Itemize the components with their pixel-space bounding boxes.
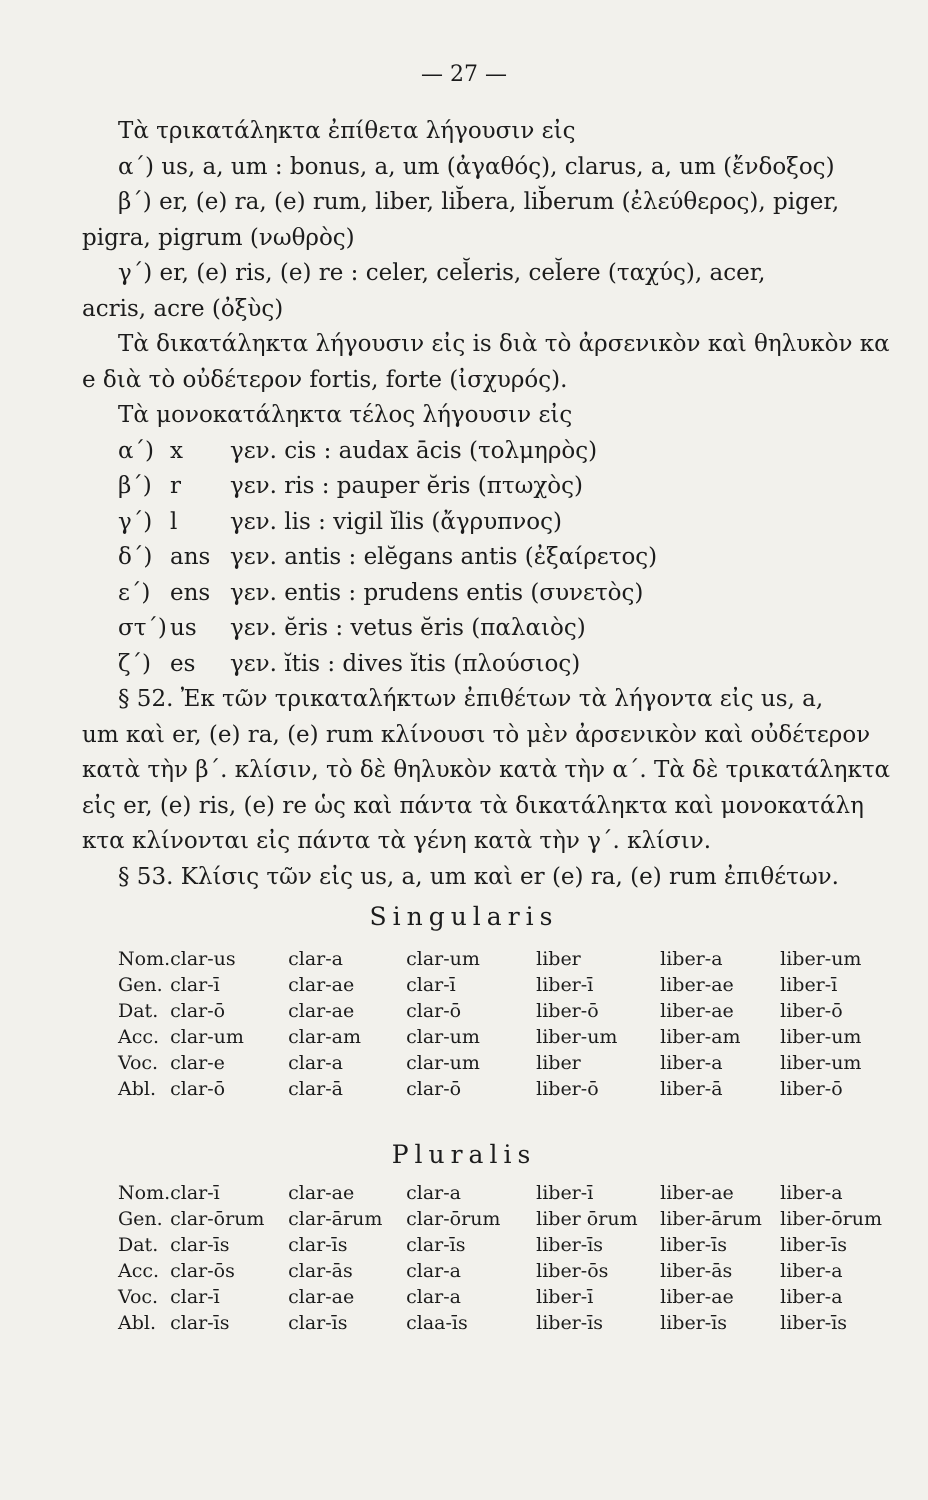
table-row bbox=[118, 1180, 882, 1206]
table-cell: clar-īs bbox=[170, 1234, 230, 1256]
table-cell: liber-ae bbox=[660, 974, 734, 996]
table-cell: liber-ae bbox=[660, 1000, 734, 1022]
singularis-heading: Singularis bbox=[369, 902, 559, 931]
table-row bbox=[118, 1258, 882, 1284]
table-cell: liber-um bbox=[536, 1026, 618, 1048]
table-cell: liber-īs bbox=[780, 1312, 848, 1334]
table-cell: liber-ōs bbox=[536, 1260, 609, 1282]
case-label: Acc. bbox=[118, 1026, 160, 1048]
mono-suffix: x bbox=[170, 438, 183, 464]
paragraph-52-line: κτα κλίνονται εἰς πάντα τὰ γένη κατὰ τὴν γ΄. κλίσιν. bbox=[82, 828, 712, 854]
mono-mark: α΄) bbox=[118, 438, 155, 464]
table-cell: clar-īs bbox=[288, 1234, 348, 1256]
rule-line: acris, acre (ὀξὺς) bbox=[82, 296, 284, 322]
table-row bbox=[118, 946, 880, 972]
table-cell: clar-ōs bbox=[170, 1260, 235, 1282]
table-cell: liber-ī bbox=[536, 1182, 594, 1204]
mono-suffix: es bbox=[170, 651, 196, 677]
mono-text: γεν. ris : pauper ĕris (πτωχὸς) bbox=[230, 473, 583, 499]
table-row bbox=[118, 1206, 882, 1232]
table-cell: clar-ōrum bbox=[170, 1208, 265, 1230]
table-cell: liber-ā bbox=[660, 1078, 723, 1100]
table-cell: clar-a bbox=[406, 1260, 462, 1282]
paragraph-52-line: um καὶ er, (e) ra, (e) rum κλίνουσι τὸ μὲν ἀρσενικὸν καὶ οὐδέτερον bbox=[82, 722, 871, 748]
case-label: Abl. bbox=[118, 1078, 156, 1100]
mono-text: γεν. entis : prudens entis (συνετὸς) bbox=[230, 580, 644, 606]
mono-text: γεν. ĕris : vetus ĕris (παλαιὸς) bbox=[230, 615, 586, 641]
mono-mark: δ΄) bbox=[118, 544, 153, 570]
table-cell: clar-īs bbox=[288, 1312, 348, 1334]
case-label: Nom. bbox=[118, 1182, 171, 1204]
table-cell: clar-um bbox=[406, 1052, 480, 1074]
table-row bbox=[118, 972, 880, 998]
table-cell: liber-ae bbox=[660, 1182, 734, 1204]
table-cell: clar-ō bbox=[406, 1000, 462, 1022]
table-cell: clar-ī bbox=[170, 974, 220, 996]
table-cell: clar-ae bbox=[288, 1182, 355, 1204]
table-row bbox=[118, 1076, 880, 1102]
mono-text: γεν. lis : vigil ĭlis (ἄγρυπνος) bbox=[230, 509, 562, 535]
paragraph-52-line: εἰς er, (e) ris, (e) re ὡς καὶ πάντα τὰ δικατάληκτα καὶ μονοκατάλη bbox=[82, 793, 864, 819]
case-label: Dat. bbox=[118, 1000, 159, 1022]
table-cell: clar-ōrum bbox=[406, 1208, 501, 1230]
table-cell: clar-ae bbox=[288, 974, 355, 996]
table-cell: liber bbox=[536, 1052, 581, 1074]
mono-item bbox=[118, 614, 586, 642]
mono-suffix: l bbox=[170, 509, 178, 535]
table-cell: liber-ō bbox=[536, 1000, 599, 1022]
table-cell: clar-a bbox=[406, 1286, 462, 1308]
pluralis-heading: Pluralis bbox=[391, 1140, 537, 1169]
mono-suffix: ans bbox=[170, 544, 211, 570]
table-cell: clar-ō bbox=[406, 1078, 462, 1100]
table-cell: clar-ā bbox=[288, 1078, 344, 1100]
two-ending-line: Τὰ δικατάληκτα λήγουσιν εἰς is διὰ τὸ ἀρσενικὸν καὶ θηλυκὸν κα bbox=[118, 331, 890, 357]
rule-line: α΄) us, a, um : bonus, a, um (ἀγαθός), clarus, a, um (ἔνδοξος) bbox=[118, 154, 835, 180]
table-cell: clar-a bbox=[288, 948, 344, 970]
table-cell: clar-am bbox=[288, 1026, 362, 1048]
mono-suffix: r bbox=[170, 473, 181, 499]
case-label: Gen. bbox=[118, 974, 163, 996]
table-cell: clar-um bbox=[406, 948, 480, 970]
table-cell: liber-ō bbox=[780, 1000, 843, 1022]
mono-text: γεν. antis : elĕgans antis (ἐξαίρετος) bbox=[230, 544, 658, 570]
table-cell: liber-ae bbox=[660, 1286, 734, 1308]
case-label: Voc. bbox=[118, 1286, 159, 1308]
case-label: Nom. bbox=[118, 948, 171, 970]
table-cell: liber-a bbox=[780, 1260, 843, 1282]
two-ending-line: e διὰ τὸ οὐδέτερον fortis, forte (ἰσχυρός). bbox=[82, 367, 568, 393]
table-cell: liber-a bbox=[660, 1052, 723, 1074]
mono-mark: ζ΄) bbox=[118, 651, 151, 677]
table-cell: clar-a bbox=[406, 1182, 462, 1204]
table-cell: liber-īs bbox=[536, 1234, 604, 1256]
table-cell: liber-īs bbox=[780, 1234, 848, 1256]
table-cell: liber-ō bbox=[536, 1078, 599, 1100]
table-cell: clar-um bbox=[170, 1026, 244, 1048]
paragraph-52-line: § 52. Ἐκ τῶν τρικαταλήκτων ἐπιθέτων τὰ λήγοντα εἰς us, a, bbox=[118, 686, 824, 712]
mono-item bbox=[118, 650, 580, 678]
table-cell: liber-a bbox=[780, 1286, 843, 1308]
table-cell: liber-a bbox=[780, 1182, 843, 1204]
case-label: Dat. bbox=[118, 1234, 159, 1256]
table-cell: liber-am bbox=[660, 1026, 741, 1048]
table-cell: clar-ī bbox=[170, 1286, 220, 1308]
case-label: Gen. bbox=[118, 1208, 163, 1230]
table-cell: clar-ās bbox=[288, 1260, 353, 1282]
mono-mark: β΄) bbox=[118, 473, 152, 499]
mono-item bbox=[118, 508, 562, 536]
mono-item bbox=[118, 472, 583, 500]
table-cell: liber-um bbox=[780, 948, 862, 970]
table-cell: clar-īs bbox=[406, 1234, 466, 1256]
mono-item bbox=[118, 543, 657, 571]
one-ending-line: Τὰ μονοκατάληκτα τέλος λήγουσιν εἰς bbox=[118, 402, 573, 428]
case-label: Acc. bbox=[118, 1260, 160, 1282]
table-cell: liber-īs bbox=[536, 1312, 604, 1334]
table-cell: liber-ārum bbox=[660, 1208, 762, 1230]
table-cell: clar-a bbox=[288, 1052, 344, 1074]
rule-line: pigra, pigrum (νωθρὸς) bbox=[82, 225, 355, 251]
table-cell: clar-īs bbox=[170, 1312, 230, 1334]
pluralis-table bbox=[118, 1180, 882, 1336]
table-cell: clar-e bbox=[170, 1052, 225, 1074]
mono-text: γεν. cis : audax ācis (τολμηρὸς) bbox=[230, 438, 598, 464]
mono-mark: γ΄) bbox=[118, 509, 153, 535]
table-cell: liber-īs bbox=[660, 1312, 728, 1334]
mono-suffix: us bbox=[170, 615, 197, 641]
table-cell: clar-um bbox=[406, 1026, 480, 1048]
rule-line: γ΄) er, (e) ris, (e) re : celer, cel̆eris, cel̆ere (ταχύς), acer, bbox=[118, 260, 766, 286]
table-row bbox=[118, 1024, 880, 1050]
intro-line: Τὰ τρικατάληκτα ἐπίθετα λήγουσιν εἰς bbox=[118, 118, 576, 144]
table-row bbox=[118, 1310, 882, 1336]
table-cell: liber-um bbox=[780, 1052, 862, 1074]
table-cell: clar-ō bbox=[170, 1078, 226, 1100]
mono-item bbox=[118, 437, 597, 465]
table-row bbox=[118, 1232, 882, 1258]
table-cell: liber-ās bbox=[660, 1260, 733, 1282]
page-number: — 27 — bbox=[421, 62, 507, 87]
paragraph-52-line: κατὰ τὴν β΄. κλίσιν, τὸ δὲ θηλυκὸν κατὰ τὴν α΄. Τὰ δὲ τρικατάληκτα bbox=[82, 757, 891, 783]
mono-suffix: ens bbox=[170, 580, 211, 606]
table-cell: clar-ae bbox=[288, 1286, 355, 1308]
table-cell: clar-ō bbox=[170, 1000, 226, 1022]
table-cell: liber-ō bbox=[780, 1078, 843, 1100]
table-row bbox=[118, 1284, 882, 1310]
table-cell: clar-ī bbox=[406, 974, 456, 996]
table-cell: liber-ī bbox=[536, 974, 594, 996]
table-cell: clar-us bbox=[170, 948, 236, 970]
table-cell: liber ōrum bbox=[536, 1208, 638, 1230]
singularis-table bbox=[118, 946, 880, 1102]
table-cell: clar-ī bbox=[170, 1182, 220, 1204]
table-cell: liber-ī bbox=[780, 974, 838, 996]
mono-text: γεν. ĭtis : dives ĭtis (πλούσιος) bbox=[230, 651, 581, 677]
table-cell: liber-ōrum bbox=[780, 1208, 882, 1230]
table-row bbox=[118, 998, 880, 1024]
table-cell: clar-ārum bbox=[288, 1208, 383, 1230]
table-cell: liber-a bbox=[660, 948, 723, 970]
mono-item bbox=[118, 579, 643, 607]
case-label: Voc. bbox=[118, 1052, 159, 1074]
mono-mark: στ΄) bbox=[118, 615, 167, 641]
paragraph-53: § 53. Κλίσις τῶν εἰς us, a, um καὶ er (e) ra, (e) rum ἐπιθέτων. bbox=[118, 864, 839, 890]
table-cell: clar-ae bbox=[288, 1000, 355, 1022]
table-cell: liber-ī bbox=[536, 1286, 594, 1308]
table-cell: liber-īs bbox=[660, 1234, 728, 1256]
table-row bbox=[118, 1050, 880, 1076]
table-cell: claa-īs bbox=[406, 1312, 468, 1334]
case-label: Abl. bbox=[118, 1312, 156, 1334]
table-cell: liber-um bbox=[780, 1026, 862, 1048]
rule-line: β΄) er, (e) ra, (e) rum, liber, lib̆era, lib̆erum (ἐλεύθερος), piger, bbox=[118, 189, 840, 215]
mono-mark: ε΄) bbox=[118, 580, 151, 606]
table-cell: liber bbox=[536, 948, 581, 970]
